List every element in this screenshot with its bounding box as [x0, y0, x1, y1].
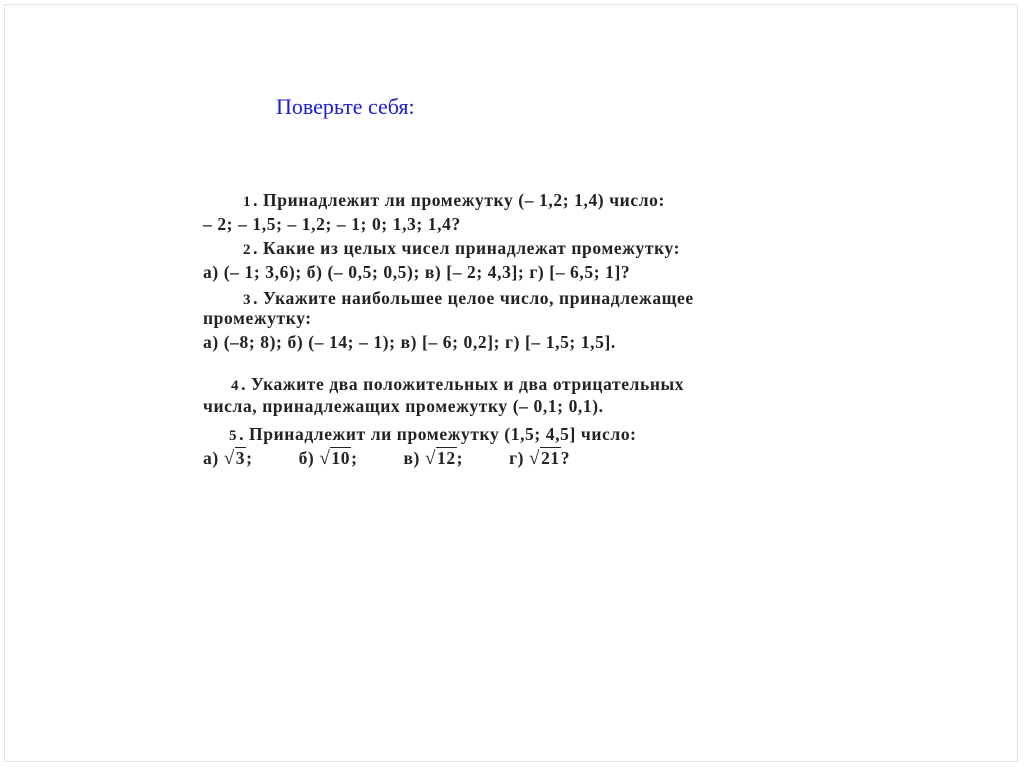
sqrt-3: √3 [223, 448, 246, 469]
sqrt-10: √10 [319, 448, 351, 469]
task-1-question: . Принадлежит ли промежутку (– 1,2; 1,4) число: [253, 190, 665, 210]
task-2-options: а) (– 1; 3,6); б) (– 0,5; 0,5); в) [– 2; 4,3]; г) [– 6,5; 1]? [203, 262, 631, 282]
task-2-question: . Какие из целых чисел принадлежат промежутку: [253, 238, 681, 258]
task-5-line-1 [203, 424, 637, 445]
task-3-line-1 [203, 288, 694, 309]
option-d-label: г) [509, 448, 525, 468]
task-4-line-2: числа, принадлежащих промежутку (– 0,1; 0,1). [203, 396, 604, 416]
task-4-question: . Укажите два положительных и два отрицательных [241, 374, 685, 394]
option-c-label: в) [403, 448, 420, 468]
task-3-line-2: промежутку: [203, 308, 312, 328]
task-1-line-1 [203, 190, 665, 211]
task-3-question: . Укажите наибольшее целое число, принадлежащее [253, 288, 694, 308]
task-1-number: 1 [243, 194, 252, 210]
task-5-options: а) √3; б) √10; в) √12; г) √21? [203, 448, 571, 469]
task-5-question: . Принадлежит ли промежутку (1,5; 4,5] число: [239, 424, 637, 444]
task-4-number: 4 [231, 378, 240, 394]
task-3-number: 3 [243, 292, 252, 308]
slide-title: Поверьте себя: [276, 94, 415, 119]
sqrt-12: √12 [424, 448, 456, 469]
task-5-number: 5 [229, 428, 238, 444]
task-1-line-2: – 2; – 1,5; – 1,2; – 1; 0; 1,3; 1,4? [203, 214, 461, 234]
task-4-line-1 [203, 374, 684, 395]
option-a-label: а) [203, 448, 219, 468]
task-3-options: а) (–8; 8); б) (– 14; – 1); в) [– 6; 0,2]; г) [– 1,5; 1,5]. [203, 332, 616, 352]
sqrt-21: √21 [529, 448, 560, 469]
task-2-number: 2 [243, 242, 252, 258]
task-2-line-1 [203, 238, 680, 259]
option-b-label: б) [298, 448, 315, 468]
